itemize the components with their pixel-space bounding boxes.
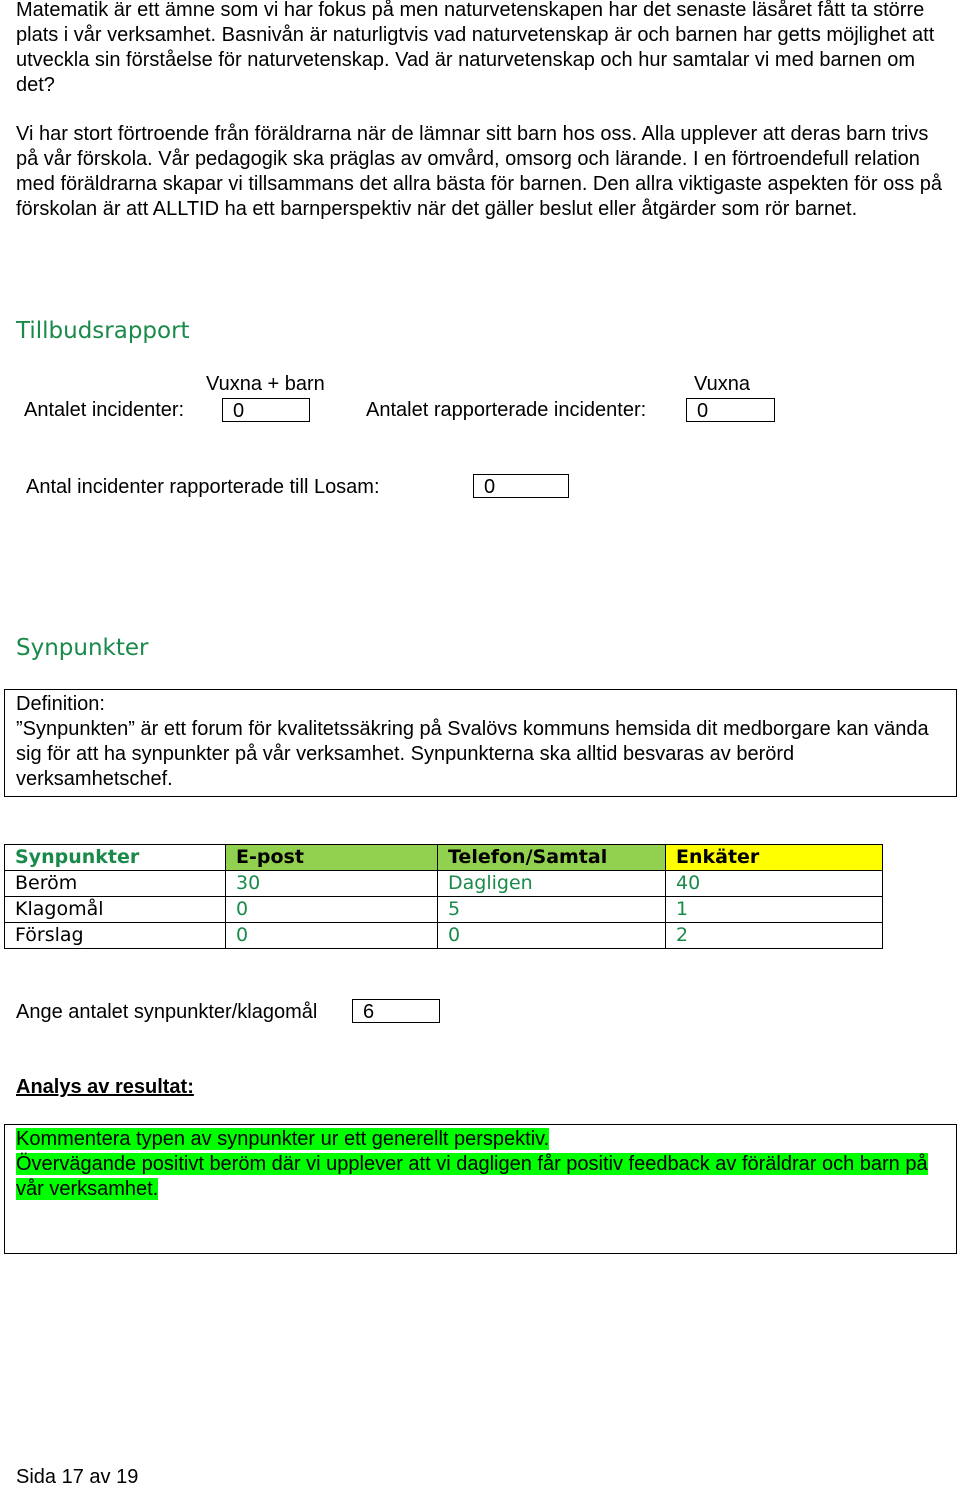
table-header-telefon: Telefon/Samtal: [438, 845, 666, 871]
intro-paragraph-2: Vi har stort förtroende från föräldrarna när de lämnar sitt barn hos oss. Alla upplever att deras barn trivs på vår förskola. Vår pedagogik ska präglas av omvård, omsorg och lärande. I en förtroendefull relation med föräldrarna skapar vi tillsammans det allra bästa för barnen. Den allra viktigaste aspekten för oss på förskolan är att ALLTID ha ett barnperspektiv när det gäller beslut eller åtgärder som rör barnet.: [16, 123, 943, 220]
table-row: [5, 871, 883, 897]
table-row: [5, 923, 883, 949]
definition-colon: :: [99, 693, 105, 715]
table-cell: 0: [226, 923, 438, 949]
table-cell: Dagligen: [438, 871, 666, 897]
analys-box[interactable]: [4, 1124, 957, 1254]
col-header-vuxna-barn: Vuxna + barn: [206, 373, 325, 395]
table-cell: 2: [666, 923, 883, 949]
table-row: [5, 897, 883, 923]
col-header-vuxna: Vuxna: [694, 373, 750, 395]
table-cell: 30: [226, 871, 438, 897]
losam-field[interactable]: 0: [473, 474, 569, 498]
analys-heading: Analys av resultat:: [16, 1076, 194, 1098]
definition-label: Definition: [16, 693, 100, 715]
table-header-row: [5, 845, 883, 871]
incidents-field[interactable]: 0: [222, 398, 310, 422]
table-cell: 1: [666, 897, 883, 923]
table-cell: 0: [438, 923, 666, 949]
synpunkter-table: [4, 844, 883, 949]
table-cell: Klagomål: [5, 897, 226, 923]
table-cell: 5: [438, 897, 666, 923]
definition-box: [4, 689, 957, 797]
count-label: Ange antalet synpunkter/klagomål: [16, 1001, 318, 1023]
table-header-synpunkter: Synpunkter: [5, 845, 226, 871]
analys-answer: Övervägande positivt beröm där vi upplever att vi dagligen får positiv feedback av föräldrar och barn på vår verksamhet.: [16, 1153, 928, 1200]
table-cell: 0: [226, 897, 438, 923]
reported-incidents-label: Antalet rapporterade incidenter:: [366, 399, 647, 421]
table-cell: Förslag: [5, 923, 226, 949]
page-number: Sida 17 av 19: [16, 1466, 139, 1488]
tillbud-heading: Tillbudsrapport: [16, 318, 190, 344]
incidents-label: Antalet incidenter:: [24, 399, 185, 421]
table-cell: 40: [666, 871, 883, 897]
losam-label: Antal incidenter rapporterade till Losam:: [26, 476, 380, 498]
intro-paragraph-1: Matematik är ett ämne som vi har fokus på men naturvetenskapen har det senaste läsåret fått ta större plats i vår verksamhet. Basnivån är naturligtvis vad naturvetenskap är och barnen har getts möjlighet att utveckla sin förståelse för naturvetenskap. Vad är naturvetenskap och hur samtalar vi med barnen om det?: [16, 0, 935, 96]
definition-text: ”Synpunkten” är ett forum för kvalitetssäkring på Svalövs kommuns hemsida dit medborgare kan vända sig för att ha synpunkter på vår verksamhet. Synpunkterna ska alltid besvaras av berörd verksamhetschef.: [16, 718, 929, 790]
reported-incidents-field[interactable]: 0: [686, 398, 775, 422]
table-cell: Beröm: [5, 871, 226, 897]
synpunkter-heading: Synpunkter: [16, 635, 149, 661]
table-header-epost: E-post: [226, 845, 438, 871]
definition-title: [16, 692, 945, 717]
analys-instruction: Kommentera typen av synpunkter ur ett generellt perspektiv.: [16, 1128, 550, 1150]
table-header-enkater: Enkäter: [666, 845, 883, 871]
count-field[interactable]: 6: [352, 999, 440, 1023]
